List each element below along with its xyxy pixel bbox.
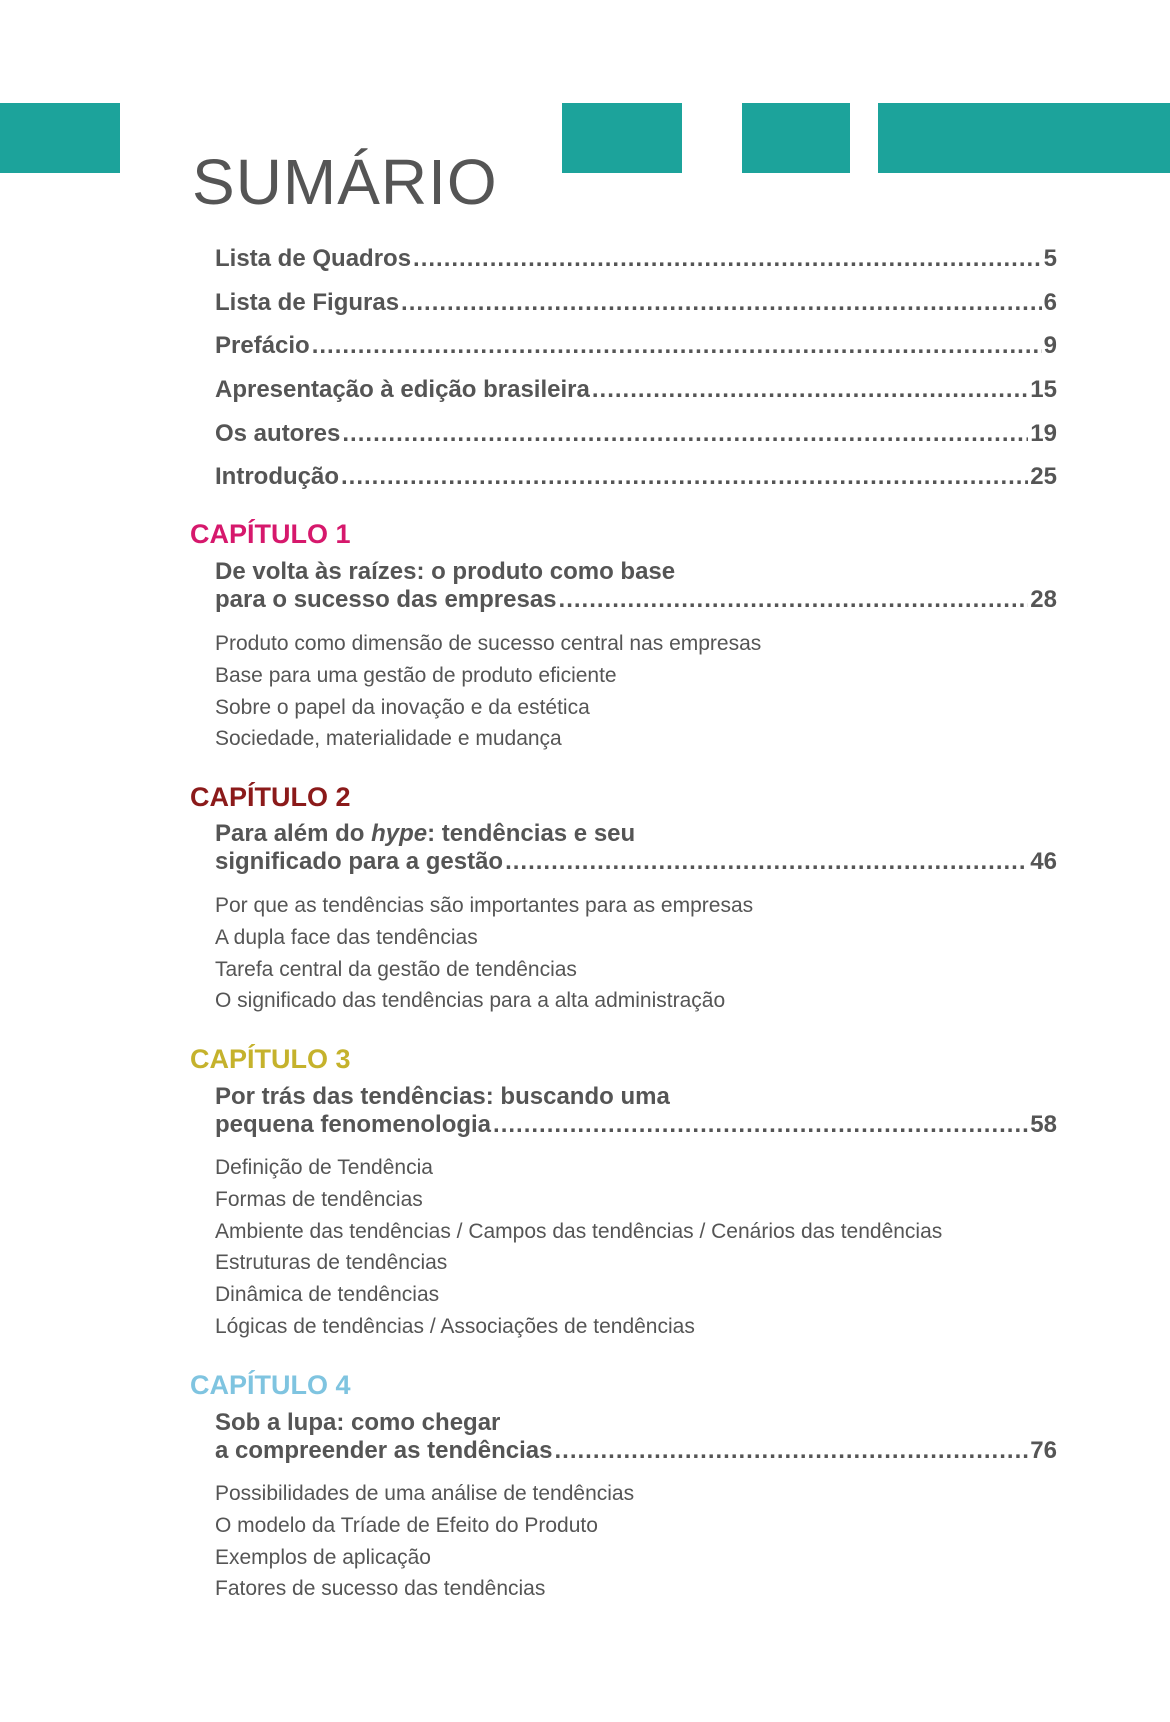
chapter-1-heading-line1: De volta às raízes: o produto como base	[215, 558, 676, 585]
toc-entry-introducao[interactable]	[215, 461, 1057, 493]
toc-entry-lista-de-quadros[interactable]	[215, 243, 1057, 275]
toc-entry-title: pequena fenomenologia	[215, 1111, 492, 1138]
dot-leader	[341, 461, 1028, 493]
dot-leader	[401, 287, 1042, 319]
dot-leader	[493, 1109, 1028, 1141]
chapter-3-topic: Estruturas de tendências	[215, 1251, 448, 1274]
toc-entry-page: 6	[1043, 289, 1057, 316]
chapter-1-topic: Produto como dimensão de sucesso central nas empresas	[215, 632, 762, 655]
toc-entry-chapter-3[interactable]	[215, 1109, 1057, 1141]
chapter-2-heading-hype: hype	[371, 820, 428, 847]
dot-leader	[413, 243, 1042, 275]
header-bar-right	[878, 103, 1170, 173]
chapter-3-topic: Definição de Tendência	[215, 1156, 433, 1179]
header-bar-middle-1	[562, 103, 682, 173]
chapter-3-heading-line1: Por trás das tendências: buscando uma	[215, 1083, 670, 1110]
chapter-3-topic: Ambiente das tendências / Campos das tendências / Cenários das tendências	[215, 1220, 943, 1243]
toc-entry-title: Os autores	[215, 420, 341, 447]
page-title: SUMÁRIO	[192, 145, 498, 218]
toc-entry-chapter-1[interactable]	[215, 584, 1057, 616]
dot-leader	[592, 374, 1028, 406]
toc-entry-chapter-4[interactable]	[215, 1435, 1057, 1467]
toc-entry-title: significado para a gestão	[215, 848, 504, 875]
toc-entry-title: Introdução	[215, 463, 339, 490]
chapter-3-label: CAPÍTULO 3	[190, 1044, 351, 1074]
chapter-4-topic: O modelo da Tríade de Efeito do Produto	[215, 1514, 598, 1537]
toc-entry-page: 9	[1043, 332, 1057, 359]
chapter-4-heading-line1: Sob a lupa: como chegar	[215, 1409, 501, 1436]
toc-entry-title: Prefácio	[215, 332, 310, 359]
header-bar-left	[0, 103, 120, 173]
toc-entry-page: 5	[1043, 245, 1057, 272]
toc-entry-apresentacao[interactable]	[215, 374, 1057, 406]
chapter-3-topic: Lógicas de tendências / Associações de tendências	[215, 1315, 695, 1338]
chapter-4-topic: Possibilidades de uma análise de tendências	[215, 1482, 635, 1505]
chapter-4-topic: Fatores de sucesso das tendências	[215, 1577, 546, 1600]
dot-leader	[559, 584, 1029, 616]
toc-entry-title: a compreender as tendências	[215, 1437, 553, 1464]
toc-entry-prefacio[interactable]	[215, 330, 1057, 362]
chapter-2-topic: O significado das tendências para a alta administração	[215, 989, 726, 1012]
chapter-2-topic: Tarefa central da gestão de tendências	[215, 958, 577, 981]
header-bar-middle-2	[742, 103, 850, 173]
dot-leader	[554, 1435, 1028, 1467]
toc-entry-page: 19	[1030, 420, 1057, 447]
toc-entry-title: Lista de Quadros	[215, 245, 412, 272]
chapter-1-label: CAPÍTULO 1	[190, 519, 351, 549]
toc-entry-page: 28	[1030, 586, 1057, 613]
toc-entry-os-autores[interactable]	[215, 418, 1057, 450]
chapter-1-topic: Sociedade, materialidade e mudança	[215, 727, 562, 750]
chapter-2-topic: A dupla face das tendências	[215, 926, 478, 949]
toc-entry-page: 58	[1030, 1111, 1057, 1138]
chapter-4-topic: Exemplos de aplicação	[215, 1546, 431, 1569]
chapter-3-topic: Formas de tendências	[215, 1188, 423, 1211]
chapter-4-label: CAPÍTULO 4	[190, 1370, 351, 1400]
toc-entry-page: 25	[1030, 463, 1057, 490]
dot-leader	[312, 330, 1042, 362]
chapter-2-topic: Por que as tendências são importantes para as empresas	[215, 894, 754, 917]
toc-entry-lista-de-figuras[interactable]	[215, 287, 1057, 319]
dot-leader	[342, 418, 1028, 450]
chapter-2-heading-part: : tendências e seu	[427, 820, 636, 847]
chapter-3-topic: Dinâmica de tendências	[215, 1283, 440, 1306]
toc-entry-title: Lista de Figuras	[215, 289, 400, 316]
toc-entry-page: 46	[1030, 848, 1057, 875]
toc-entry-title: Apresentação à edição brasileira	[215, 376, 590, 403]
toc-entry-title: para o sucesso das empresas	[215, 586, 557, 613]
toc-entry-page: 15	[1030, 376, 1057, 403]
dot-leader	[505, 846, 1028, 878]
toc-entry-page: 76	[1030, 1437, 1057, 1464]
chapter-2-label: CAPÍTULO 2	[190, 782, 351, 812]
chapter-1-topic: Base para uma gestão de produto eficiente	[215, 664, 617, 687]
toc-entry-chapter-2[interactable]	[215, 846, 1057, 878]
chapter-1-topic: Sobre o papel da inovação e da estética	[215, 696, 590, 719]
chapter-2-heading-part: Para além do	[215, 820, 372, 847]
